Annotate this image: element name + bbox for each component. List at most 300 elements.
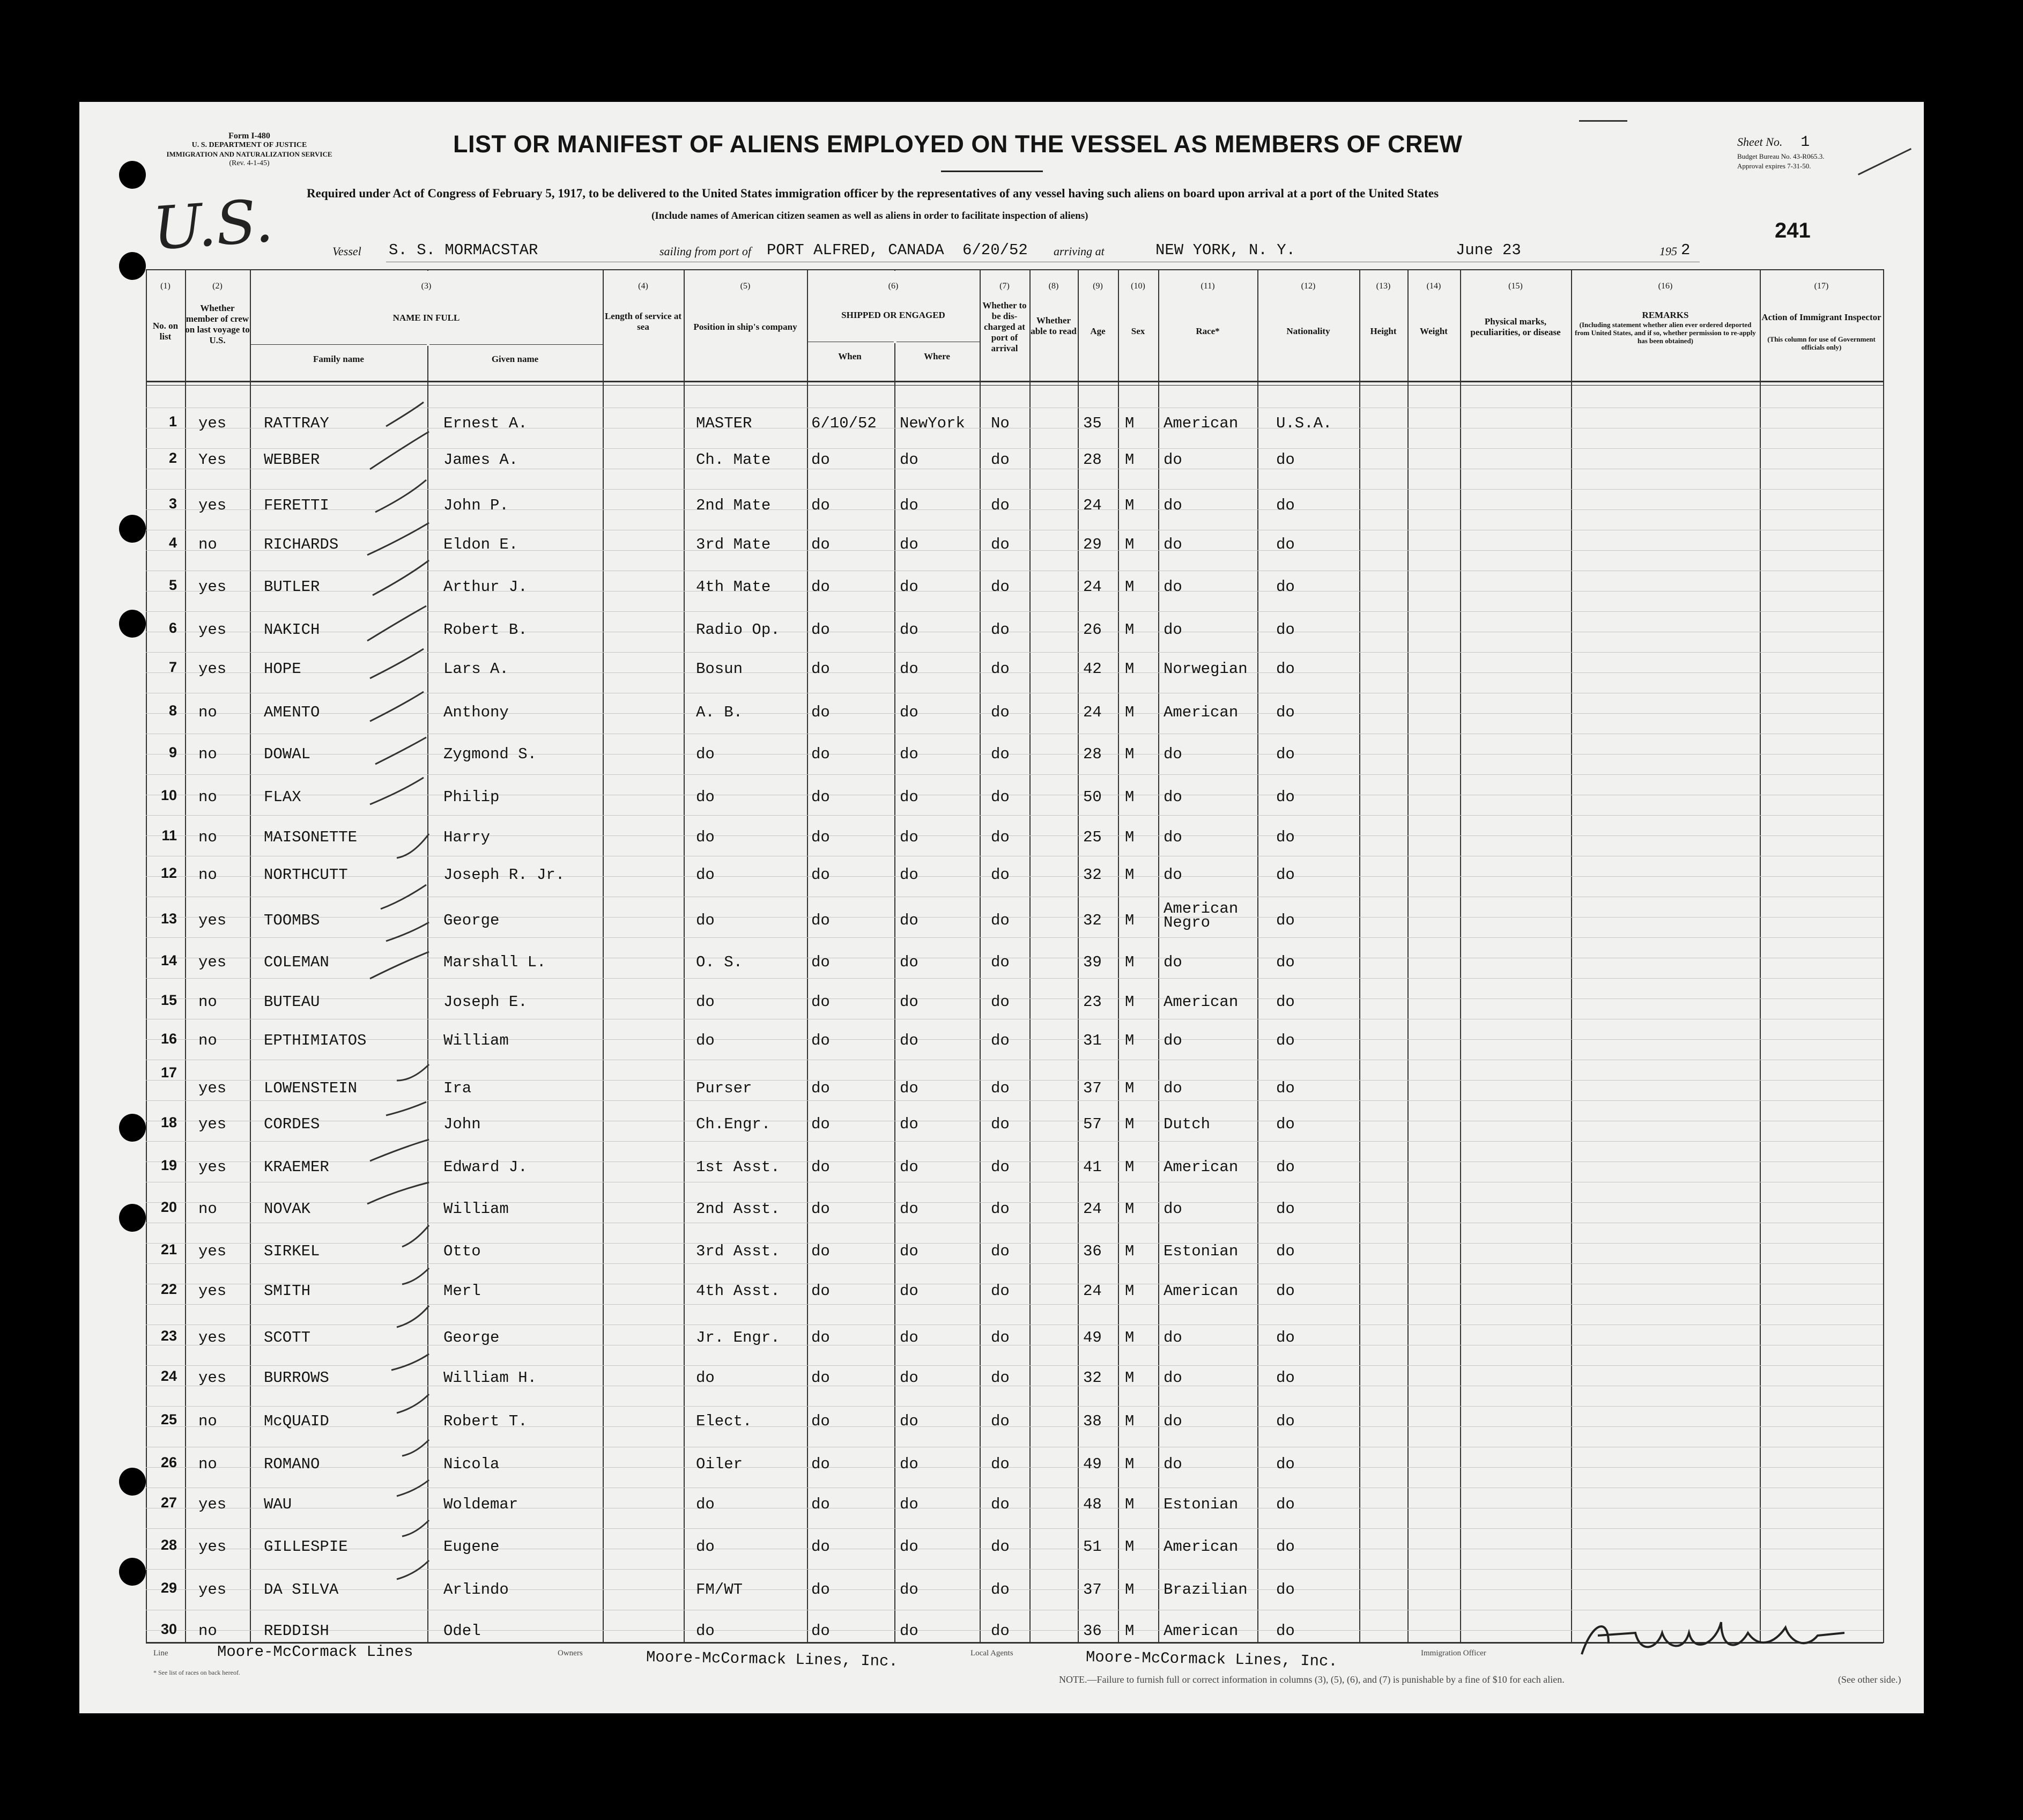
cell-sex: M bbox=[1125, 1032, 1135, 1049]
cell-discharged: do bbox=[991, 1581, 1010, 1599]
cell-age: 57 bbox=[1083, 1115, 1102, 1133]
row-number: 27 bbox=[160, 1495, 177, 1511]
owners-value: Moore-McCormack Lines, Inc. bbox=[646, 1648, 899, 1671]
cell-position: Bosun bbox=[696, 660, 743, 678]
cell-given: James A. bbox=[443, 451, 518, 469]
cell-sex: M bbox=[1125, 704, 1135, 721]
cell-nationality: do bbox=[1276, 536, 1295, 553]
cell-position: do bbox=[696, 745, 715, 763]
cell-position: do bbox=[696, 1622, 715, 1640]
year-suffix: 2 bbox=[1681, 241, 1691, 259]
cell-age: 38 bbox=[1083, 1412, 1102, 1430]
cell-family: AMENTO bbox=[264, 704, 320, 721]
cell-when: do bbox=[811, 912, 830, 929]
column-header-position: Position in ship's company bbox=[693, 322, 797, 332]
cell-discharged: do bbox=[991, 1496, 1010, 1513]
cell-race: do bbox=[1164, 1455, 1182, 1473]
cell-given: Eldon E. bbox=[443, 536, 518, 553]
column-number: (17) bbox=[1814, 282, 1829, 291]
cell-when: do bbox=[811, 1581, 830, 1599]
cell-race: Estonian bbox=[1164, 1496, 1239, 1513]
cell-member: yes bbox=[198, 1329, 227, 1346]
check-mark bbox=[367, 1182, 429, 1204]
port-to: NEW YORK, N. Y. bbox=[1155, 241, 1296, 259]
cell-discharged: do bbox=[991, 912, 1010, 929]
cell-position: do bbox=[696, 1538, 715, 1556]
cell-discharged: do bbox=[991, 1158, 1010, 1176]
cell-sex: M bbox=[1125, 1412, 1135, 1430]
row-number: 16 bbox=[160, 1031, 177, 1047]
cell-when: do bbox=[811, 660, 830, 678]
cell-position: 1st Asst. bbox=[696, 1158, 780, 1176]
check-mark bbox=[375, 480, 426, 512]
cell-member: no bbox=[198, 828, 217, 846]
cell-when: do bbox=[811, 866, 830, 884]
cell-race: do bbox=[1164, 621, 1182, 639]
cell-member: yes bbox=[198, 578, 227, 596]
cell-race: American Negro bbox=[1164, 900, 1239, 931]
cell-family: LOWENSTEIN bbox=[264, 1079, 358, 1097]
cell-nationality: do bbox=[1276, 1158, 1295, 1176]
cell-nationality: do bbox=[1276, 621, 1295, 639]
cell-family: DA SILVA bbox=[264, 1581, 339, 1599]
cell-position: do bbox=[696, 993, 715, 1011]
check-mark bbox=[367, 606, 426, 641]
table-row bbox=[0, 704, 2023, 725]
cell-when: 6/10/52 bbox=[811, 415, 877, 432]
cell-race: do bbox=[1164, 578, 1182, 596]
cell-discharged: do bbox=[991, 1115, 1010, 1133]
year-prefix: 195 bbox=[1659, 245, 1677, 258]
check-mark bbox=[370, 432, 429, 469]
form-id-block bbox=[155, 131, 343, 168]
cell-age: 28 bbox=[1083, 745, 1102, 763]
cell-given: William bbox=[443, 1032, 509, 1049]
row-number: 18 bbox=[160, 1114, 177, 1130]
row-number: 5 bbox=[168, 577, 177, 593]
cell-position: FM/WT bbox=[696, 1581, 743, 1599]
cell-when: do bbox=[811, 1242, 830, 1260]
cell-nationality: do bbox=[1276, 1538, 1295, 1556]
table-row bbox=[0, 1242, 2023, 1264]
cell-race: do bbox=[1164, 1032, 1182, 1049]
cell-given: Arthur J. bbox=[443, 578, 528, 596]
check-mark bbox=[386, 1102, 426, 1115]
column-number: (16) bbox=[1658, 282, 1673, 291]
cell-given: Ira bbox=[443, 1079, 472, 1097]
cell-position: do bbox=[696, 788, 715, 806]
cell-nationality: do bbox=[1276, 497, 1295, 514]
cell-member: yes bbox=[198, 621, 227, 639]
cell-discharged: do bbox=[991, 1329, 1010, 1346]
cell-family: CORDES bbox=[264, 1115, 320, 1133]
cell-where: do bbox=[900, 1242, 918, 1260]
cell-family: TOOMBS bbox=[264, 912, 320, 929]
cell-when: do bbox=[811, 1538, 830, 1556]
column-number: (15) bbox=[1508, 282, 1523, 291]
cell-sex: M bbox=[1125, 451, 1135, 469]
cell-sex: M bbox=[1125, 1282, 1135, 1300]
column-number: (12) bbox=[1301, 282, 1316, 291]
row-number: 13 bbox=[160, 911, 177, 927]
cell-race: do bbox=[1164, 1369, 1182, 1387]
cell-nationality: do bbox=[1276, 1581, 1295, 1599]
table-row bbox=[0, 745, 2023, 767]
agents-label: Local Agents bbox=[970, 1649, 1013, 1658]
arrival-date: June 23 bbox=[1456, 241, 1521, 259]
row-number: 8 bbox=[168, 702, 177, 719]
row-number: 20 bbox=[160, 1199, 177, 1215]
cell-member: no bbox=[198, 1200, 217, 1218]
cell-discharged: do bbox=[991, 536, 1010, 553]
cell-given: Joseph E. bbox=[443, 993, 528, 1011]
table-row bbox=[0, 788, 2023, 810]
column-header-able-read: Whether able to read bbox=[1031, 315, 1077, 336]
service: IMMIGRATION AND NATURALIZATION SERVICE bbox=[166, 150, 332, 158]
cell-age: 36 bbox=[1083, 1242, 1102, 1260]
cell-family: SIRKEL bbox=[264, 1242, 320, 1260]
cell-when: do bbox=[811, 828, 830, 846]
cell-given: Nicola bbox=[443, 1455, 500, 1473]
cell-discharged: do bbox=[991, 953, 1010, 971]
cell-age: 51 bbox=[1083, 1538, 1102, 1556]
cell-age: 41 bbox=[1083, 1158, 1102, 1176]
cell-where: do bbox=[900, 497, 918, 514]
cell-discharged: do bbox=[991, 1079, 1010, 1097]
pencil-stroke bbox=[1579, 120, 1627, 122]
cell-position: do bbox=[696, 1032, 715, 1049]
cell-where: do bbox=[900, 1282, 918, 1300]
cell-race: American bbox=[1164, 704, 1239, 721]
cell-race: American bbox=[1164, 1622, 1239, 1640]
column-number: (3) bbox=[421, 282, 432, 291]
cell-discharged: do bbox=[991, 1242, 1010, 1260]
cell-where: do bbox=[900, 578, 918, 596]
cell-age: 25 bbox=[1083, 828, 1102, 846]
cell-given: Edward J. bbox=[443, 1158, 528, 1176]
column-header-nationality: Nationality bbox=[1286, 326, 1330, 336]
table-row bbox=[0, 1115, 2023, 1137]
cell-discharged: do bbox=[991, 1538, 1010, 1556]
column-header-age: Age bbox=[1090, 326, 1106, 336]
cell-member: yes bbox=[198, 912, 227, 929]
cell-nationality: do bbox=[1276, 1412, 1295, 1430]
cell-position: Elect. bbox=[696, 1412, 752, 1430]
cell-family: FLAX bbox=[264, 788, 301, 806]
sheet-no-block bbox=[1737, 134, 1810, 151]
table-row bbox=[0, 1581, 2023, 1602]
sail-date: 6/20/52 bbox=[962, 241, 1028, 259]
cell-nationality: do bbox=[1276, 828, 1295, 846]
cell-where: do bbox=[900, 993, 918, 1011]
cell-when: do bbox=[811, 578, 830, 596]
row-number: 28 bbox=[160, 1537, 177, 1553]
check-mark bbox=[375, 737, 426, 764]
column-header-height: Height bbox=[1370, 326, 1397, 336]
cell-member: yes bbox=[198, 1538, 227, 1556]
cell-position: A. B. bbox=[696, 704, 743, 721]
cell-family: KRAEMER bbox=[264, 1158, 329, 1176]
cell-member: yes bbox=[198, 497, 227, 514]
page-title: LIST OR MANIFEST OF ALIENS EMPLOYED ON THE VESSEL AS MEMBERS OF CREW bbox=[453, 130, 1463, 158]
row-number: 17 bbox=[160, 1064, 177, 1081]
cell-nationality: do bbox=[1276, 788, 1295, 806]
sailing-label: sailing from port of bbox=[659, 245, 751, 258]
cell-sex: M bbox=[1125, 1329, 1135, 1346]
table-row bbox=[0, 953, 2023, 975]
cell-member: no bbox=[198, 993, 217, 1011]
cell-where: do bbox=[900, 1412, 918, 1430]
cell-race: do bbox=[1164, 953, 1182, 971]
column-header-weight: Weight bbox=[1420, 326, 1448, 336]
form-number: Form I-480 bbox=[228, 131, 270, 140]
cell-sex: M bbox=[1125, 536, 1135, 553]
row-number: 24 bbox=[160, 1368, 177, 1384]
cell-given: Robert B. bbox=[443, 621, 528, 639]
cell-member: no bbox=[198, 1412, 217, 1430]
cell-sex: M bbox=[1125, 1079, 1135, 1097]
table-row bbox=[0, 660, 2023, 682]
column-number: (11) bbox=[1201, 282, 1215, 291]
cell-where: do bbox=[900, 1581, 918, 1599]
cell-race: Norwegian bbox=[1164, 660, 1248, 678]
cell-race: Brazilian bbox=[1164, 1581, 1248, 1599]
cell-discharged: do bbox=[991, 621, 1010, 639]
cell-position: Ch. Mate bbox=[696, 451, 771, 469]
check-mark bbox=[373, 560, 429, 595]
cell-family: SMITH bbox=[264, 1282, 311, 1300]
column-header-shipped: SHIPPED OR ENGAGED bbox=[841, 310, 945, 320]
cell-member: yes bbox=[198, 1369, 227, 1387]
column-header-sex: Sex bbox=[1131, 326, 1145, 336]
budget-bureau: Budget Bureau No. 43-R065.3. bbox=[1737, 152, 1825, 160]
row-number: 12 bbox=[160, 865, 177, 881]
cell-nationality: do bbox=[1276, 866, 1295, 884]
column-header-physical: Physical marks, peculiarities, or disease bbox=[1470, 316, 1561, 337]
sheet-no-value: 1 bbox=[1800, 134, 1810, 151]
row-number: 10 bbox=[160, 787, 177, 803]
cell-when: do bbox=[811, 536, 830, 553]
table-row bbox=[0, 1200, 2023, 1222]
column-header-remarks: REMARKS bbox=[1642, 310, 1689, 320]
column-number: (13) bbox=[1376, 282, 1391, 291]
cell-given: George bbox=[443, 1329, 500, 1346]
cell-sex: M bbox=[1125, 578, 1135, 596]
cell-position: Radio Op. bbox=[696, 621, 780, 639]
column-number: (4) bbox=[638, 282, 648, 291]
cell-sex: M bbox=[1125, 866, 1135, 884]
cell-member: no bbox=[198, 536, 217, 553]
cell-sex: M bbox=[1125, 497, 1135, 514]
cell-when: do bbox=[811, 497, 830, 514]
cell-race: do bbox=[1164, 1079, 1182, 1097]
cell-position: do bbox=[696, 1496, 715, 1513]
cell-position: do bbox=[696, 1369, 715, 1387]
cell-when: do bbox=[811, 1115, 830, 1133]
cell-discharged: do bbox=[991, 497, 1010, 514]
column-number: (5) bbox=[740, 282, 751, 291]
cell-when: do bbox=[811, 1329, 830, 1346]
cell-sex: M bbox=[1125, 993, 1135, 1011]
table-row bbox=[0, 621, 2023, 642]
column-number: (2) bbox=[212, 282, 223, 291]
cell-where: do bbox=[900, 1369, 918, 1387]
cell-age: 37 bbox=[1083, 1079, 1102, 1097]
cell-age: 24 bbox=[1083, 704, 1102, 721]
cell-where: do bbox=[900, 828, 918, 846]
cell-nationality: do bbox=[1276, 704, 1295, 721]
cell-given: John P. bbox=[443, 497, 509, 514]
cell-where: do bbox=[900, 704, 918, 721]
cell-given: Harry bbox=[443, 828, 491, 846]
cell-race: American bbox=[1164, 993, 1239, 1011]
cell-when: do bbox=[811, 451, 830, 469]
line-value: Moore-McCormack Lines bbox=[217, 1643, 413, 1661]
row-number: 19 bbox=[160, 1157, 177, 1173]
cell-nationality: do bbox=[1276, 1622, 1295, 1640]
column-number: (7) bbox=[999, 282, 1010, 291]
cell-race: American bbox=[1164, 1538, 1239, 1556]
cell-where: do bbox=[900, 1079, 918, 1097]
table-row bbox=[0, 1064, 2023, 1101]
cell-age: 48 bbox=[1083, 1496, 1102, 1513]
punch-hole bbox=[119, 161, 146, 189]
header-bottom-rule-2 bbox=[146, 385, 1883, 386]
form-subtitle: Required under Act of Congress of February 5, 1917, to be delivered to the United States immigration officer by the representatives of any vessel having such aliens on board upon arrival at a port of the United States bbox=[307, 187, 1439, 200]
cell-discharged: do bbox=[991, 578, 1010, 596]
check-mark bbox=[391, 1354, 429, 1370]
cell-discharged: do bbox=[991, 1622, 1010, 1640]
cell-position: 2nd Mate bbox=[696, 497, 771, 514]
check-mark bbox=[367, 523, 429, 555]
cell-nationality: do bbox=[1276, 745, 1295, 763]
cell-discharged: do bbox=[991, 1369, 1010, 1387]
cell-when: do bbox=[811, 1496, 830, 1513]
cell-discharged: do bbox=[991, 1412, 1010, 1430]
cell-member: yes bbox=[198, 1242, 227, 1260]
cell-given: William H. bbox=[443, 1369, 537, 1387]
cell-family: RICHARDS bbox=[264, 536, 339, 553]
title-underline bbox=[941, 171, 1043, 172]
vessel-label: Vessel bbox=[332, 245, 361, 258]
voyage-line bbox=[332, 241, 1780, 263]
row-number: 15 bbox=[160, 992, 177, 1008]
cell-member: yes bbox=[198, 1581, 227, 1599]
check-mark bbox=[397, 1560, 429, 1579]
cell-nationality: do bbox=[1276, 912, 1295, 929]
port-from: PORT ALFRED, CANADA bbox=[767, 241, 944, 259]
cell-age: 32 bbox=[1083, 866, 1102, 884]
cell-sex: M bbox=[1125, 415, 1135, 432]
check-mark bbox=[370, 1140, 429, 1161]
cell-member: yes bbox=[198, 1496, 227, 1513]
revision: (Rev. 4-1-45) bbox=[229, 159, 270, 167]
cell-member: yes bbox=[198, 1282, 227, 1300]
cell-where: do bbox=[900, 788, 918, 806]
cell-age: 23 bbox=[1083, 993, 1102, 1011]
column-header-where: Where bbox=[924, 351, 950, 361]
cell-sex: M bbox=[1125, 621, 1135, 639]
cell-family: REDDISH bbox=[264, 1622, 329, 1640]
cell-given: John bbox=[443, 1115, 481, 1133]
cell-when: do bbox=[811, 1079, 830, 1097]
cell-sex: M bbox=[1125, 1455, 1135, 1473]
cell-member: yes bbox=[198, 1158, 227, 1176]
column-header-given-name: Given name bbox=[491, 354, 539, 364]
cell-family: COLEMAN bbox=[264, 953, 329, 971]
cell-nationality: do bbox=[1276, 1369, 1295, 1387]
cell-family: BUTLER bbox=[264, 578, 320, 596]
check-mark bbox=[397, 1394, 429, 1413]
cell-discharged: do bbox=[991, 1282, 1010, 1300]
arriving-label: arriving at bbox=[1054, 245, 1105, 258]
cell-age: 32 bbox=[1083, 1369, 1102, 1387]
cell-nationality: do bbox=[1276, 1200, 1295, 1218]
cell-discharged: do bbox=[991, 993, 1010, 1011]
punch-hole bbox=[119, 252, 146, 280]
table-row bbox=[0, 1032, 2023, 1053]
table-row bbox=[0, 1282, 2023, 1304]
row-number: 14 bbox=[160, 952, 177, 968]
cell-age: 24 bbox=[1083, 578, 1102, 596]
cell-position: 4th Mate bbox=[696, 578, 771, 596]
cell-age: 39 bbox=[1083, 953, 1102, 971]
cell-race: American bbox=[1164, 1158, 1239, 1176]
cell-where: do bbox=[900, 1329, 918, 1346]
cell-discharged: do bbox=[991, 1200, 1010, 1218]
cell-given: Joseph R. Jr. bbox=[443, 866, 565, 884]
cell-position: Oiler bbox=[696, 1455, 743, 1473]
cell-given: Lars A. bbox=[443, 660, 509, 678]
cell-where: do bbox=[900, 451, 918, 469]
cell-race: Estonian bbox=[1164, 1242, 1239, 1260]
cell-member: yes bbox=[198, 1079, 227, 1097]
cell-given: Zygmond S. bbox=[443, 745, 537, 763]
cell-family: FERETTI bbox=[264, 497, 329, 514]
cell-given: Marshall L. bbox=[443, 953, 546, 971]
cell-given: Anthony bbox=[443, 704, 509, 721]
row-number: 22 bbox=[160, 1281, 177, 1297]
cell-age: 36 bbox=[1083, 1622, 1102, 1640]
table-row bbox=[0, 451, 2023, 472]
column-number: (8) bbox=[1048, 282, 1059, 291]
cell-race: Dutch bbox=[1164, 1115, 1211, 1133]
cell-discharged: do bbox=[991, 866, 1010, 884]
cell-nationality: do bbox=[1276, 1496, 1295, 1513]
cell-position: Ch.Engr. bbox=[696, 1115, 771, 1133]
check-mark bbox=[397, 1480, 429, 1496]
cell-race: do bbox=[1164, 1412, 1182, 1430]
cell-age: 31 bbox=[1083, 1032, 1102, 1049]
column-number: (1) bbox=[160, 282, 171, 291]
check-mark bbox=[397, 1306, 429, 1327]
cell-where: do bbox=[900, 1032, 918, 1049]
cell-age: 37 bbox=[1083, 1581, 1102, 1599]
cell-sex: M bbox=[1125, 912, 1135, 929]
cell-where: do bbox=[900, 912, 918, 929]
column-header-race: Race* bbox=[1196, 326, 1220, 336]
table-top-rule bbox=[146, 269, 1883, 270]
table-row bbox=[0, 900, 2023, 933]
cell-family: DOWAL bbox=[264, 745, 311, 763]
cell-member: no bbox=[198, 704, 217, 721]
cell-race: do bbox=[1164, 828, 1182, 846]
cell-given: Robert T. bbox=[443, 1412, 528, 1430]
table-row bbox=[0, 1158, 2023, 1180]
cell-nationality: do bbox=[1276, 953, 1295, 971]
cell-given: Philip bbox=[443, 788, 500, 806]
cell-member: yes bbox=[198, 1115, 227, 1133]
